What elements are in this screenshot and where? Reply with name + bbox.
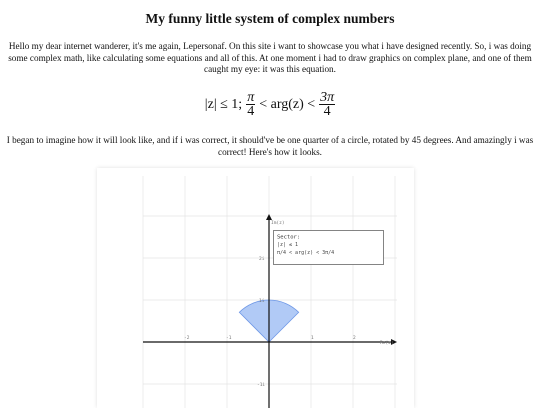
legend-title: Sector:: [277, 234, 301, 241]
x-tick-label: 1: [311, 336, 314, 341]
complex-plane-svg: [97, 168, 414, 408]
legend: [274, 231, 384, 265]
complex-plane-figure: [97, 168, 414, 408]
grid: [143, 176, 397, 408]
page-title: My funny little system of complex numbers: [145, 11, 395, 26]
real-axis-label: Re(z): [380, 341, 394, 346]
y-tick-label: -1i: [257, 383, 266, 388]
intro-paragraph: Hello my dear internet wanderer, it's me again, Lepersonaf. On this site i want to showcase you what i have designed recently. So, i was doing some complex math, like calculating some equations and all of this. At one moment i had to draw graphics on complex plane, and one of them caught my eye: it was this equation.: [8, 41, 532, 74]
lower-bound-denominator: 4: [247, 104, 255, 119]
equation-arg: < arg(z) <: [259, 96, 316, 112]
upper-bound-numerator: 3π: [320, 90, 335, 105]
y-tick-label: 2i: [259, 257, 265, 262]
equation-modulus: |z| ≤ 1;: [204, 96, 243, 112]
equation-lower-bound: [246, 91, 255, 118]
lower-bound-numerator: π: [247, 90, 255, 105]
legend-argument: π/4 < arg(z) < 3π/4: [277, 250, 335, 256]
x-tick-label: 2: [353, 336, 356, 341]
x-tick-label: -1: [226, 336, 232, 341]
legend-modulus: |z| ≤ 1: [277, 242, 299, 248]
imaginary-axis-label: Im(z): [271, 221, 285, 226]
y-tick-label: 1i: [259, 299, 265, 304]
result-paragraph: I began to imagine how it will look like, and if i was correct, it should've be one quarter of a circle, rotated by 45 degrees. And amazingly i was correct! Here's how it looks.: [6, 135, 534, 157]
equation-upper-bound: [319, 91, 335, 118]
equation: [0, 91, 540, 121]
x-tick-label: -2: [184, 336, 190, 341]
imaginary-axis-arrow: [266, 214, 272, 220]
upper-bound-denominator: 4: [323, 104, 331, 119]
